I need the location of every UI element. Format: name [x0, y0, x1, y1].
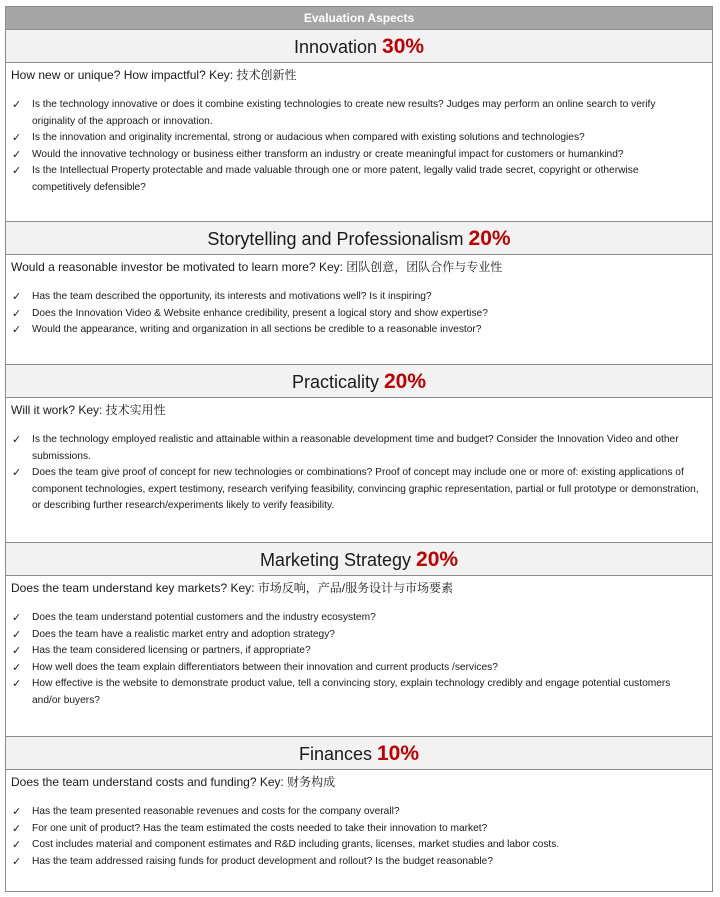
section-heading — [6, 221, 712, 255]
section-question: Does the team understand costs and funding? Key: 财务构成 — [11, 775, 336, 789]
criterion-text: Does the team give proof of concept for new technologies or combinations? Proof of concept may include one or more of: existing applications of component technologies, expert testimony, research verifying feasibility, convincing graphic representation, partial or full prototype or demonstration, or describing further research/experiments likely to verify feasibility. — [32, 467, 699, 512]
list-item — [12, 660, 700, 677]
checkmark-icon: ✓ — [12, 434, 22, 446]
list-item — [12, 97, 700, 130]
list-item — [12, 643, 700, 660]
criterion-text: Is the technology innovative or does it combine existing technologies to create new results? Judges may perform an online search to verify originality of the approach or innovation. — [32, 99, 656, 127]
criterion-text: Does the team have a realistic market entry and adoption strategy? — [32, 628, 335, 640]
section-question: Would a reasonable investor be motivated to learn more? Key: 团队创意，团队合作与专业性 — [11, 260, 503, 274]
criterion-text: For one unit of product? Has the team estimated the costs needed to take their innovation to market? — [32, 822, 488, 834]
checkmark-icon: ✓ — [12, 822, 22, 835]
section-heading — [6, 542, 712, 576]
section-title: Storytelling and Professionalism — [207, 229, 464, 249]
checkmark-icon: ✓ — [12, 165, 22, 178]
list-item — [12, 610, 700, 627]
list-item — [12, 627, 700, 644]
criterion-text: Cost includes material and component estimates and R&D including grants, licenses, market studies and labor costs. — [32, 839, 560, 851]
section-title: Marketing Strategy — [259, 550, 412, 570]
section-heading — [6, 364, 712, 398]
criterion-text: Has the team considered licensing or partners, if appropriate? — [32, 645, 311, 657]
checkmark-icon: ✓ — [12, 628, 22, 641]
checkmark-icon: ✓ — [12, 467, 22, 480]
table-header-title: Evaluation Aspects — [6, 7, 712, 30]
criteria-list — [6, 432, 712, 515]
criteria-list — [6, 610, 712, 710]
section-weight: 20% — [384, 370, 427, 393]
section-marketing-strategy — [6, 542, 712, 710]
section-weight: 10% — [377, 742, 420, 765]
checkmark-icon: ✓ — [12, 678, 22, 691]
section-heading — [6, 29, 712, 63]
criteria-list — [6, 289, 712, 339]
criterion-text: How well does the team explain differentiators between their innovation and current products /services? — [32, 661, 498, 673]
section-question: How new or unique? How impactful? Key: 技术创新性 — [11, 68, 297, 82]
list-item — [12, 804, 700, 821]
list-item — [12, 163, 700, 196]
section-question: Does the team understand key markets? Key: 市场反响，产品/服务设计与市场要素 — [11, 581, 454, 595]
criterion-text: Would the innovative technology or business either transform an industry or create meaningful impact for customers or humankind? — [32, 148, 624, 160]
checkmark-icon: ✓ — [12, 132, 22, 145]
list-item — [12, 306, 700, 323]
criterion-text: Would the appearance, writing and organization in all sections be credible to a reasonable investor? — [32, 324, 482, 336]
list-item — [12, 147, 700, 164]
list-item — [12, 821, 700, 838]
checkmark-icon: ✓ — [12, 148, 22, 161]
section-innovation — [6, 29, 712, 197]
checkmark-icon: ✓ — [12, 806, 22, 818]
section-practicality — [6, 364, 712, 515]
criterion-text: Does the team understand potential customers and the industry ecosystem? — [32, 612, 376, 623]
list-item — [12, 676, 700, 709]
criteria-list — [6, 804, 712, 870]
section-storytelling — [6, 221, 712, 339]
section-title: Finances — [298, 744, 372, 764]
list-item — [12, 289, 700, 306]
section-question: Will it work? Key: 技术实用性 — [11, 403, 166, 417]
checkmark-icon: ✓ — [12, 645, 22, 658]
criterion-text: Has the team described the opportunity, its interests and motivations well? Is it inspiring? — [32, 291, 432, 302]
section-title: Practicality — [291, 372, 379, 392]
section-finances — [6, 736, 712, 870]
list-item — [12, 130, 700, 147]
criteria-list — [6, 97, 712, 197]
evaluation-table — [5, 6, 713, 892]
section-weight: 20% — [416, 548, 459, 571]
checkmark-icon: ✓ — [12, 661, 22, 674]
checkmark-icon: ✓ — [12, 839, 22, 852]
list-item — [12, 837, 700, 854]
section-heading — [6, 736, 712, 770]
criterion-text: Is the technology employed realistic and attainable within a reasonable development time and budget? Consider the Innovation Video and other submissions. — [32, 434, 679, 462]
checkmark-icon: ✓ — [12, 307, 22, 320]
checkmark-icon: ✓ — [12, 324, 22, 337]
checkmark-icon: ✓ — [12, 291, 22, 303]
criterion-text: Does the Innovation Video & Website enhance credibility, present a logical story and show expertise? — [32, 307, 488, 319]
list-item — [12, 322, 700, 339]
checkmark-icon: ✓ — [12, 99, 22, 111]
criterion-text: Is the innovation and originality incremental, strong or audacious when compared with existing solutions and technologies? — [32, 132, 585, 144]
checkmark-icon: ✓ — [12, 612, 22, 624]
criterion-text: Is the Intellectual Property protectable and made valuable through one or more patent, legally valid trade secret, copyright or otherwise competitively defensible? — [32, 165, 639, 193]
list-item — [12, 465, 700, 515]
section-weight: 30% — [382, 35, 425, 58]
criterion-text: Has the team presented reasonable revenues and costs for the company overall? — [32, 806, 400, 817]
section-weight: 20% — [468, 227, 511, 250]
criterion-text: How effective is the website to demonstrate product value, tell a convincing story, explain technology credibly and engage potential customers and/or buyers? — [32, 678, 671, 706]
section-title: Innovation — [293, 37, 378, 57]
criterion-text: Has the team addressed raising funds for product development and rollout? Is the budget reasonable? — [32, 855, 493, 867]
checkmark-icon: ✓ — [12, 855, 22, 868]
list-item — [12, 432, 700, 465]
list-item — [12, 854, 700, 871]
